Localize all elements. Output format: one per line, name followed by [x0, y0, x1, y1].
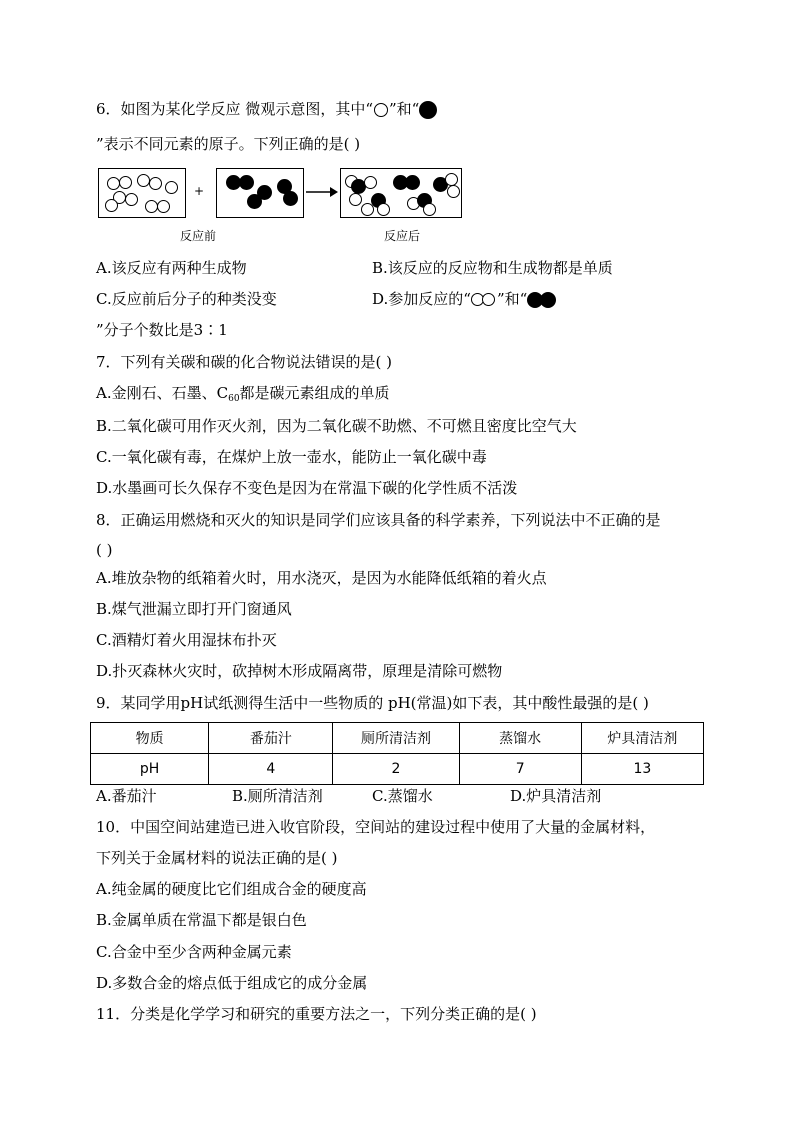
q8-option-d: D.扑灭森林火灾时，砍掉树木形成隔离带，原理是清除可燃物	[96, 662, 503, 680]
q10-option-a: A.纯金属的硬度比它们组成合金的硬度高	[96, 880, 367, 898]
q8-option-a: A.堆放杂物的纸箱着火时，用水浇灭，是因为水能降低纸箱的着火点	[96, 569, 547, 587]
q6-line2: ”表示不同元素的原子。下列正确的是( )	[96, 135, 361, 153]
q10-stem-line1: 10．中国空间站建造已进入收官阶段，空间站的建设过程中使用了大量的金属材料，	[96, 818, 656, 836]
table-cell: 4	[209, 754, 333, 785]
open-atom-icon	[373, 102, 389, 118]
q8-option-b: B.煤气泄漏立即打开门窗通风	[96, 600, 292, 618]
q7-option-b: B.二氧化碳可用作灭火剂，因为二氧化碳不助燃、不可燃且密度比空气大	[96, 417, 577, 435]
reactant-box-filled	[216, 168, 304, 218]
table-cell: 厕所清洁剂	[333, 723, 459, 754]
q6-line1-text-a: 6．如图为某化学反应 微观示意图，其中“	[96, 100, 373, 118]
q9-option-a: A.番茄汁	[96, 787, 157, 805]
filled-molecule-icon	[527, 292, 557, 308]
q9-option-d: D.炉具清洁剂	[510, 787, 602, 805]
q7-option-a-text-a: A.金刚石、石墨、C	[96, 384, 229, 402]
q6-option-d	[372, 289, 557, 309]
table-cell: 物质	[91, 723, 209, 754]
table-row	[91, 723, 704, 754]
filled-atom-icon	[419, 101, 437, 119]
q7-option-a-text-b: 都是碳元素组成的单质	[239, 384, 390, 402]
q6-option-c: C.反应前后分子的种类没变	[96, 290, 277, 308]
product-box	[340, 168, 462, 218]
q8-stem: 8．正确运用燃烧和灭火的知识是同学们应该具备的科学素养，下列说法中不正确的是	[96, 511, 661, 529]
q6-line1	[96, 99, 437, 119]
q7-option-d: D.水墨画可长久保存不变色是因为在常温下碳的化学性质不活泼	[96, 479, 518, 497]
table-cell: 番茄汁	[209, 723, 333, 754]
q7-option-a-subscript: 60	[228, 394, 240, 404]
q8-option-c: C.酒精灯着火用湿抹布扑灭	[96, 631, 277, 649]
table-cell: 7	[459, 754, 581, 785]
table-cell: 炉具清洁剂	[581, 723, 703, 754]
q10-option-b: B.金属单质在常温下都是银白色	[96, 911, 307, 929]
ph-table	[90, 722, 704, 785]
q7-option-c: C.一氧化碳有毒，在煤炉上放一壶水，能防止一氧化碳中毒	[96, 448, 487, 466]
q6-option-a: A.该反应有两种生成物	[96, 259, 247, 277]
arrow-right-icon	[306, 186, 338, 198]
q11-stem: 11．分类是化学学习和研究的重要方法之一，下列分类正确的是( )	[96, 1005, 537, 1023]
caption-after: 反应后	[384, 229, 421, 243]
q9-option-b: B.厕所清洁剂	[232, 787, 323, 805]
q6-option-d-text-b: ”和“	[496, 290, 528, 308]
q6-option-b: B.该反应的反应物和生成物都是单质	[372, 259, 613, 277]
q9-stem: 9．某同学用pH试纸测得生活中一些物质的 pH(常温)如下表，其中酸性最强的是( )	[96, 694, 649, 712]
table-cell: 2	[333, 754, 459, 785]
q10-stem-line2: 下列关于金属材料的说法正确的是( )	[96, 849, 338, 867]
q7-option-a	[96, 383, 390, 406]
reactant-box-open	[98, 168, 186, 218]
q7-stem: 7．下列有关碳和碳的化合物说法错误的是( )	[96, 353, 393, 371]
q9-option-c: C.蒸馏水	[372, 787, 433, 805]
table-row	[91, 754, 704, 785]
plus-sign: +	[194, 184, 205, 198]
q10-option-d: D.多数合金的熔点低于组成它的成分金属	[96, 974, 368, 992]
table-cell: pH	[91, 754, 209, 785]
table-cell: 13	[581, 754, 703, 785]
table-cell: 蒸馏水	[459, 723, 581, 754]
open-molecule-icon	[471, 293, 497, 307]
q6-option-d-cont: ”分子个数比是3∶1	[96, 321, 228, 339]
caption-before: 反应前	[180, 229, 217, 243]
q6-line1-text-b: ”和“	[388, 100, 420, 118]
q10-option-c: C.合金中至少含两种金属元素	[96, 943, 292, 961]
q6-option-d-text-a: D.参加反应的“	[372, 290, 471, 308]
q8-paren: ( )	[96, 541, 113, 559]
